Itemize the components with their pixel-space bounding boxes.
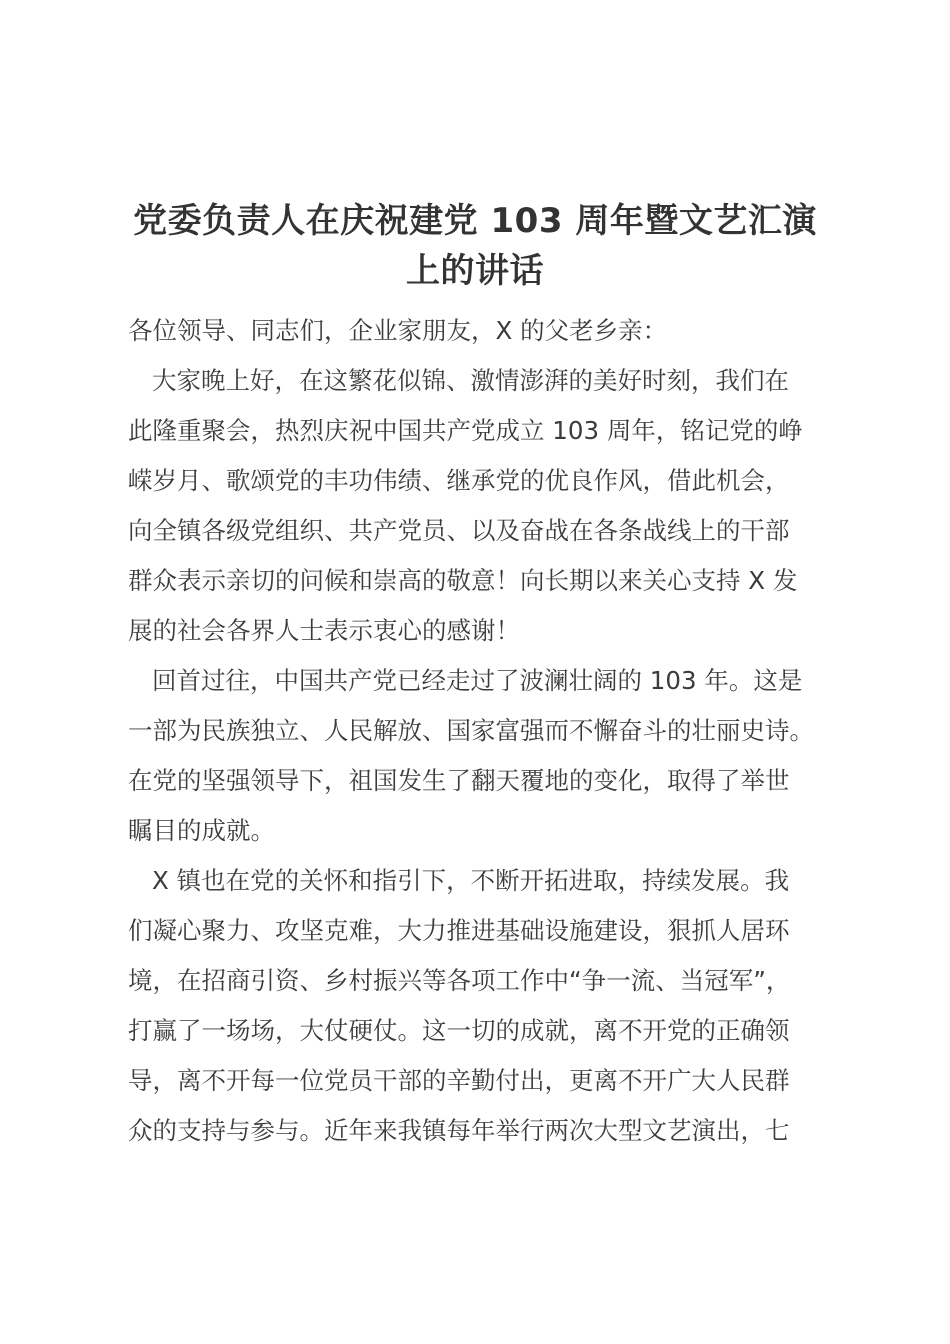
body-line: 回首过往，中国共产党已经走过了波澜壮阔的 103 年。这是 — [152, 666, 803, 695]
document-title — [110, 196, 840, 296]
body-line: 境，在招商引资、乡村振兴等各项工作中“争一流、当冠军”， — [128, 966, 791, 995]
document-body — [128, 306, 848, 1156]
title-line-2: 上的讲话 — [406, 251, 544, 291]
body-line: 众的支持与参与。近年来我镇每年举行两次大型文艺演出，七 — [128, 1116, 790, 1145]
body-line: 大家晚上好，在这繁花似锦、激情澎湃的美好时刻，我们在 — [152, 366, 789, 395]
body-line: 展的社会各界人士表示衷心的感谢！ — [128, 616, 520, 645]
body-line: 一部为民族独立、人民解放、国家富强而不懈奋斗的壮丽史诗。 — [128, 716, 814, 745]
body-line: 瞩目的成就。 — [128, 816, 275, 845]
title-line-1: 党委负责人在庆祝建党 103 周年暨文艺汇演 — [133, 201, 817, 241]
body-line: 此隆重聚会，热烈庆祝中国共产党成立 103 周年，铭记党的峥 — [128, 416, 803, 445]
body-line: 们凝心聚力、攻坚克难，大力推进基础设施建设，狠抓人居环 — [128, 916, 790, 945]
body-line: 群众表示亲切的问候和崇高的敬意！向长期以来关心支持 X 发 — [128, 566, 798, 595]
body-line: 导，离不开每一位党员干部的辛勤付出，更离不开广大人民群 — [128, 1066, 790, 1095]
body-line: 在党的坚强领导下，祖国发生了翻天覆地的变化，取得了举世 — [128, 766, 790, 795]
body-line: 各位领导、同志们，企业家朋友，X 的父老乡亲： — [128, 316, 668, 345]
body-line: 嵘岁月、歌颂党的丰功伟绩、继承党的优良作风，借此机会， — [128, 466, 790, 495]
body-line: 打赢了一场场，大仗硬仗。这一切的成就，离不开党的正确领 — [128, 1016, 790, 1045]
body-line: X 镇也在党的关怀和指引下，不断开拓进取，持续发展。我 — [152, 866, 790, 895]
body-line: 向全镇各级党组织、共产党员、以及奋战在各条战线上的干部 — [128, 516, 790, 545]
